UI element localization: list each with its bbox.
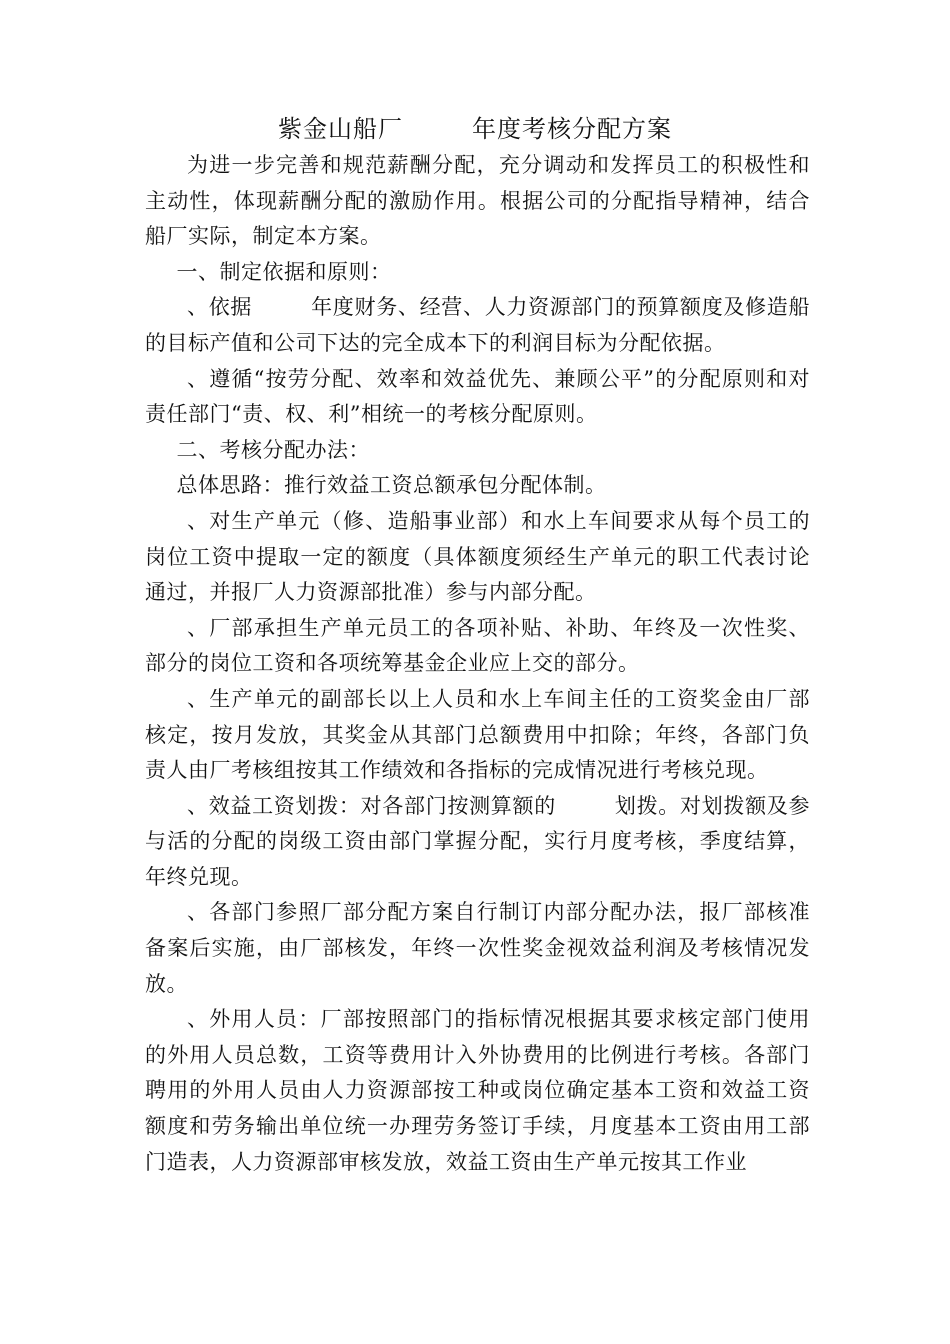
method-paragraph-5: 、各部门参照厂部分配方案自行制订内部分配办法，报厂部核准备案后实施，由厂部核发，年终一次性奖金视效益利润及考核情况发放。 (145, 900, 810, 996)
method-paragraph-4: 、效益工资划拨：对各部门按测算额的 划拨。对划拨额及参与活的分配的岗级工资由部门掌握分配，实行月度考核，季度结算，年终兑现。 (145, 793, 810, 889)
document-title: 紫金山船厂 年度考核分配方案 (277, 115, 673, 143)
document-body (145, 148, 810, 1180)
basis-paragraph-1: 、依据 年度财务、经营、人力资源部门的预算额度及修造船的目标产值和公司下达的完全成本下的利润目标为分配依据。 (145, 295, 810, 355)
method-paragraph-3: 、生产单元的副部长以上人员和水上车间主任的工资奖金由厂部核定，按月发放，其奖金从其部门总额费用中扣除；年终，各部门负责人由厂考核组按其工作绩效和各指标的完成情况进行考核兑现。 (145, 686, 810, 783)
section-heading-method: 二、考核分配办法： (176, 437, 370, 462)
intro-paragraph: 为进一步完善和规范薪酬分配，充分调动和发挥员工的积极性和主动性，体现薪酬分配的激励作用。根据公司的分配指导精神，结合船厂实际，制定本方案。 (145, 153, 810, 249)
method-paragraph-6: 、外用人员：厂部按照部门的指标情况根据其要求核定部门使用的外用人员总数，工资等费用计入外协费用的比例进行考核。各部门聘用的外用人员由人力资源部按工种或岗位确定基本工资和效益工资额度和劳务输出单位统一办理劳务签订手续，月度基本工资由用工部门造表，人力资源部审核发放，效益工资由生产单元按其工作业 (145, 1007, 810, 1174)
method-paragraph-2: 、厂部承担生产单元员工的各项补贴、补助、年终及一次性奖、部分的岗位工资和各项统筹基金企业应上交的部分。 (145, 615, 810, 676)
section-heading-basis: 一、制定依据和原则： (176, 259, 392, 284)
overall-idea-paragraph: 总体思路：推行效益工资总额承包分配体制。 (176, 473, 607, 498)
basis-paragraph-2: 、遵循“按劳分配、效率和效益优先、兼顾公平”的分配原则和对责任部门“责、权、利”相统一的考核分配原则。 (145, 366, 810, 427)
method-paragraph-1: 、对生产单元（修、造船事业部）和水上车间要求从每个员工的岗位工资中提取一定的额度（具体额度须经生产单元的职工代表讨论通过，并报厂人力资源部批准）参与内部分配。 (145, 508, 810, 605)
